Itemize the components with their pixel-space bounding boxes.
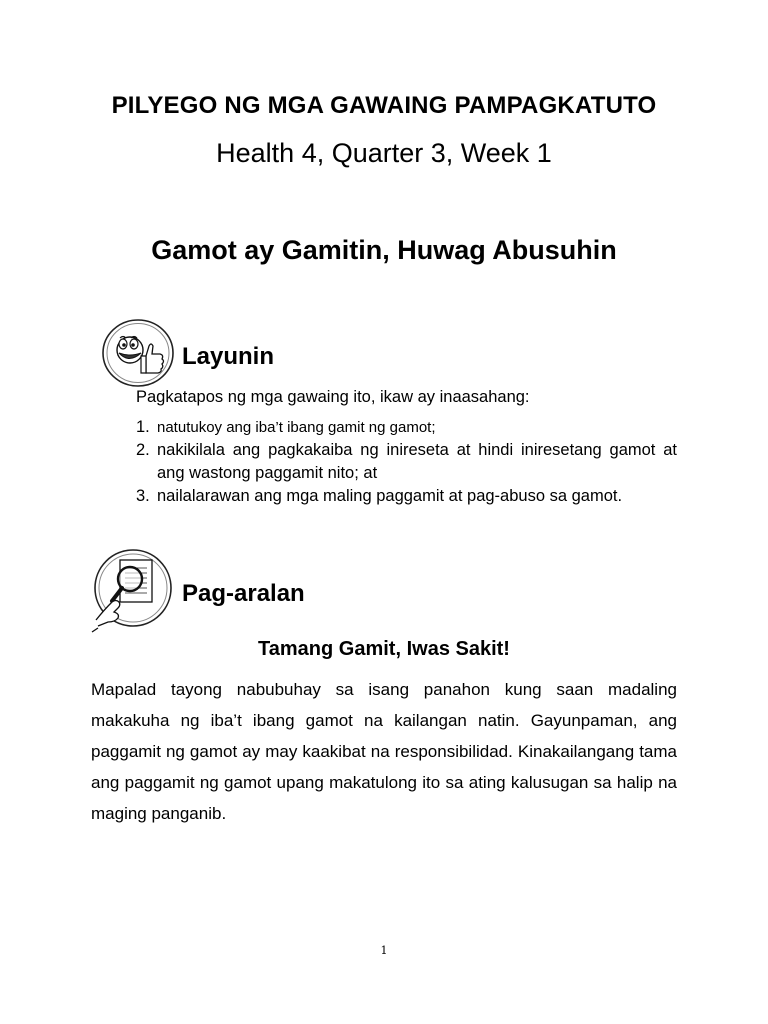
list-item-number: 1. [136,418,150,436]
list-item [136,416,677,439]
reading-title: Tamang Gamit, Iwas Sakit! [258,638,510,660]
objectives-list [136,416,677,508]
section-heading-layunin: Layunin [182,343,275,370]
list-item-text: nakikilala ang pagkakaiba ng inireseta at hindi iniresetang gamot at ang wastong paggamit nito; at [157,441,677,482]
course-subtitle: Health 4, Quarter 3, Week 1 [216,138,552,168]
magnifying-glass-icon [88,546,172,636]
objectives-intro: Pagkatapos ng mga gawaing ito, ikaw ay inaasahang: [136,388,530,406]
list-item [136,485,677,508]
page-number: 1 [380,944,388,957]
list-item [136,439,677,485]
lesson-title: Gamot ay Gamitin, Huwag Abusuhin [151,235,617,265]
reading-paragraph: Mapalad tayong nabubuhay sa isang panahon kung saan madaling makakuha ng iba’t ibang gamot na kailangan natin. Gayunpaman, ang paggamit ng gamot ay may kaakibat na responsibilidad. Kinakailangang tama ang paggamit ng gamot upang makatulong ito sa ating kalusugan sa halip na maging panganib. [91,680,677,823]
list-item-text: natutukoy ang iba’t ibang gamit ng gamot; [157,419,436,436]
list-item-number: 2. [136,441,150,459]
worksheet-title: PILYEGO NG MGA GAWAING PAMPAGKATUTO [111,92,657,119]
thumbs-up-smiley-icon [100,316,180,388]
list-item-number: 3. [136,487,150,505]
section-heading-pagaralan: Pag-aralan [182,580,305,607]
list-item-text: nailalarawan ang mga maling paggamit at pag-abuso sa gamot. [157,487,623,505]
